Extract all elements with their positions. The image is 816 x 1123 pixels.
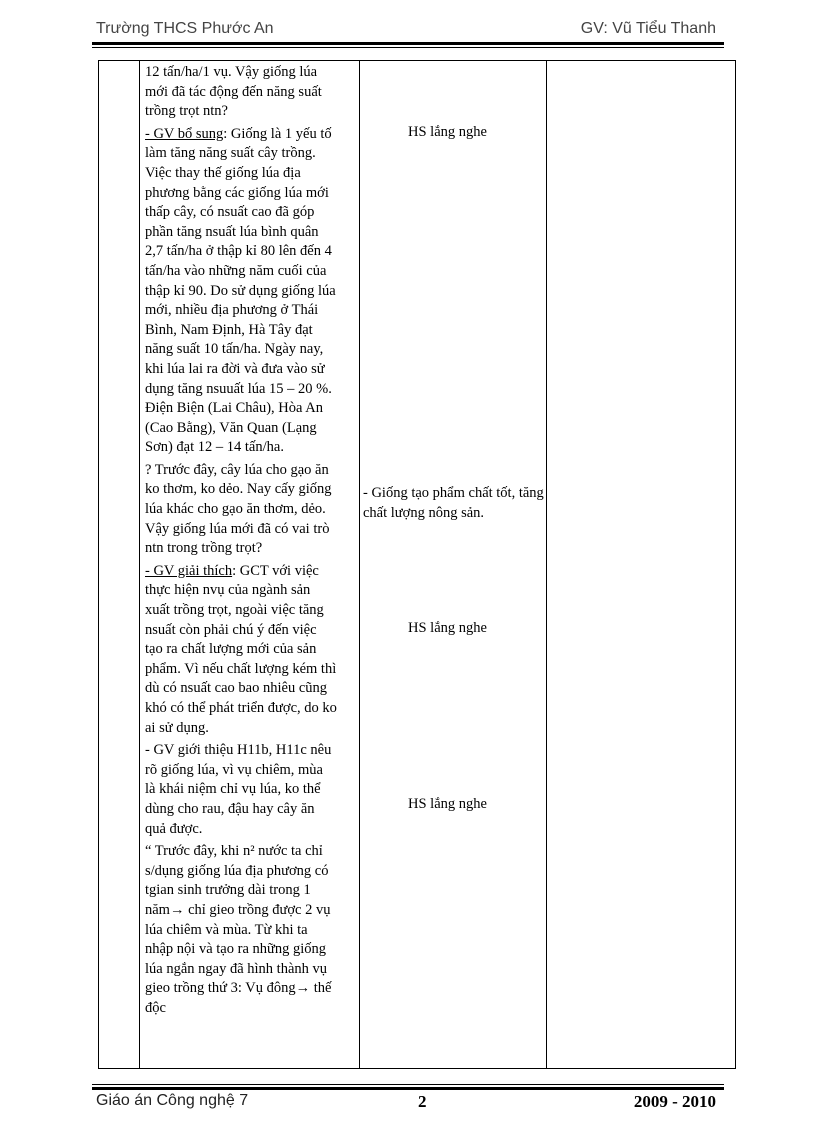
student-response-4: HS lắng nghe	[408, 796, 487, 812]
notes-column	[547, 61, 736, 1069]
gv-giai-thich-label: - GV giải thích	[145, 562, 233, 579]
gv-giai-thich-text: : GCT với việc thực hiện nvụ của ngành sản xuất trồng trọt, ngoài việc tăng nsuất còn phải chú ý đến việc tạo ra chất lượng mới của sản phẩm. Vì nếu chất lượng kém thì dù có nsuất cao bao nhiêu cũng khó có thể phát triển được, do ko ai sử dụng.	[145, 562, 337, 736]
school-year: 2009 - 2010	[633, 1092, 716, 1111]
teacher-paragraph-5: - GV giới thiệu H11b, H11c nêu rõ giống lúa, vì vụ chiêm, mùa là khái niệm chỉ vụ lúa, ko thể dùng cho rau, đậu hay cây ăn quả được.	[145, 742, 332, 837]
teacher-paragraph-4	[145, 562, 337, 738]
gv-bo-sung-text: : Giống là 1 yếu tố làm tăng năng suất cây trồng. Việc thay thế giống lúa địa phương bằng các giống lúa mới thấp cây, có nsuất cao đã góp phần tăng nsuất lúa bình quân 2,7 tấn/ha ở thập kỉ 80 lên đến 4 tấn/ha vào những năm cuối của thập kỉ 90. Do sử dụng giống lúa mới, nhiều địa phương ở Thái Bình, Nam Định, Hà Tây đạt năng suất 10 tấn/ha. Ngày nay, khi lúa lai ra đời và đưa vào sử dụng tăng nsuuất lúa 15 – 20 %. Điện Biện (Lai Châu), Hòa An (Cao Bằng), Văn Quan (Lạng Sơn) đạt 12 – 14 tấn/ha.	[145, 125, 336, 456]
teacher-paragraph-3: ? Trước đây, cây lúa cho gạo ăn ko thơm, ko dẻo. Nay cấy giống lúa khác cho gạo ăn thơm, dẻo. Vậy giống lúa mới đã có vai trò ntn trong trồng trọt?	[145, 461, 332, 557]
student-activity-cell	[360, 61, 547, 1069]
teacher-paragraph-2	[145, 125, 337, 458]
school-name: Trường THCS Phước An	[96, 20, 274, 37]
page-header	[96, 18, 720, 42]
subject-name: Giáo án Công nghệ 7	[96, 1092, 249, 1109]
lesson-table	[98, 60, 736, 1069]
empty-column	[99, 61, 140, 1069]
table-row	[99, 61, 736, 1069]
page-footer	[96, 1092, 720, 1116]
footer-rule-thin	[92, 1084, 724, 1085]
gv-bo-sung-label: - GV bổ sung	[145, 125, 224, 142]
header-rule-thin	[92, 47, 724, 48]
teacher-paragraph-1: 12 tấn/ha/1 vụ. Vậy giống lúa mới đã tác động đến năng suất trồng trọt ntn?	[145, 64, 322, 120]
header-rule-thick	[92, 42, 724, 45]
student-response-2: - Giống tạo phẩm chất tốt, tăng chất lượng nông sản.	[363, 485, 544, 521]
teacher-paragraph-6: “ Trước đây, khi n² nước ta chỉ s/dụng giống lúa địa phương có tgian sinh trưởng dài trong 1 năm→ chỉ gieo trồng được 2 vụ lúa chiêm và mùa. Từ khi ta nhập nội và tạo ra những giống lúa ngắn ngay đã hình thành vụ gieo trồng thứ 3: Vụ đông→ thế độc	[145, 843, 332, 1016]
page-number: 2	[418, 1092, 427, 1111]
teacher-name: GV: Vũ Tiểu Thanh	[580, 20, 716, 37]
footer-rule-thick	[92, 1087, 724, 1090]
student-response-3: HS lắng nghe	[408, 620, 487, 636]
teacher-activity-cell	[140, 61, 360, 1069]
student-response-1: HS lắng nghe	[408, 124, 487, 140]
